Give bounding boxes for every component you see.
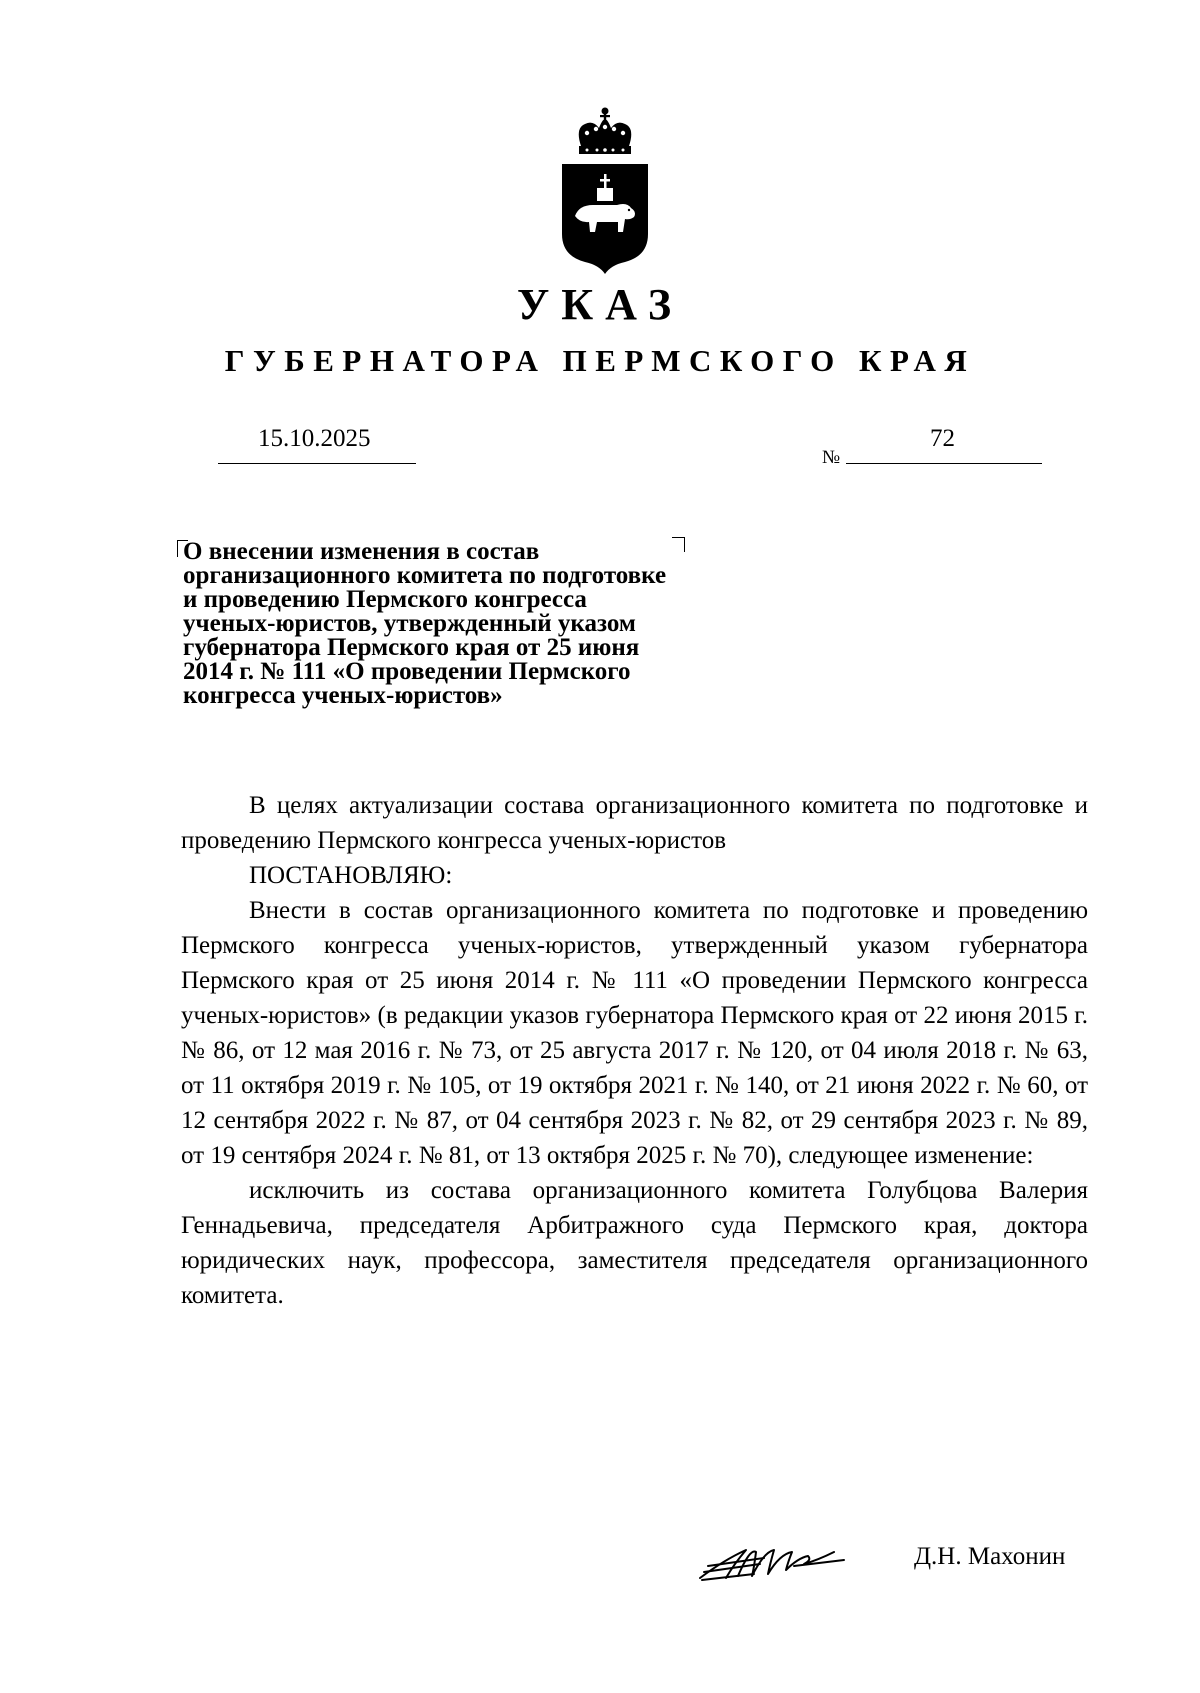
subject-line: О внесении изменения в состав: [183, 538, 540, 565]
document-title: УКАЗ: [516, 280, 684, 329]
number-sign: №: [822, 447, 841, 468]
document-subtitle: ГУБЕРНАТОРА ПЕРМСКОГО КРАЯ: [224, 343, 976, 378]
handwritten-signature: [694, 1530, 854, 1590]
decree-subject: [183, 540, 743, 708]
date-underline: [218, 463, 416, 464]
decree-number: 72: [930, 425, 955, 452]
subject-line: ученых-юристов, утвержденный указом: [183, 610, 636, 637]
number-underline: [846, 463, 1042, 464]
subject-line: конгресса ученых-юристов»: [183, 682, 503, 709]
exclusion-paragraph: исключить из состава организационного комитета Голубцова Валерия Геннадьевича, председателя Арбитражного суда Пермского края, доктора юридических наук, профессора, заместителя председателя организационного комитета.: [181, 1177, 1088, 1309]
decree-word: ПОСТАНОВЛЯЮ:: [249, 862, 453, 889]
amendment-paragraph: Внести в состав организационного комитета по подготовке и проведению Пермского конгресса ученых-юристов, утвержденный указом губернатора Пермского края от 25 июня 2014 г. № 111 «О проведении Пермского конгресса ученых-юристов» (в редакции указов губернатора Пермского края от 22 июня 2015 г. № 86, от 12 мая 2016 г. № 73, от 25 августа 2017 г. № 120, от 04 июля 2018 г. № 63, от 11 октября 2019 г. № 105, от 19 октября 2021 г. № 140, от 21 июня 2022 г. № 60, от 12 сентября 2022 г. № 87, от 04 сентября 2023 г. № 82, от 29 сентября 2023 г. № 89, от 19 сентября 2024 г. № 81, от 13 октября 2025 г. № 70), следующее изменение:: [181, 897, 1088, 1169]
subject-line: и проведению Пермского конгресса: [183, 586, 587, 613]
signer-name: Д.Н. Махонин: [914, 1543, 1066, 1570]
subject-line: губернатора Пермского края от 25 июня: [183, 634, 640, 661]
decree-date: 15.10.2025: [258, 425, 371, 452]
coat-of-arms-icon: [555, 106, 655, 276]
decree-body: [181, 788, 1088, 1313]
subject-line: организационного комитета по подготовке: [183, 562, 667, 589]
subject-line: 2014 г. № 111 «О проведении Пермского: [183, 658, 631, 685]
preamble-paragraph: В целях актуализации состава организационного комитета по подготовке и проведению Пермского конгресса ученых-юристов: [181, 792, 1088, 854]
